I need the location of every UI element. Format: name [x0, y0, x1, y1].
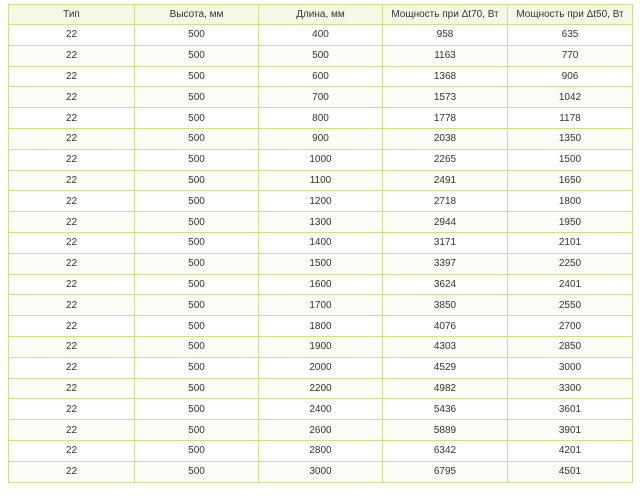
cell-length: 800	[259, 108, 383, 129]
table-row	[9, 66, 633, 87]
header-length: Длина, мм	[259, 5, 383, 25]
cell-length: 3000	[259, 461, 383, 482]
cell-length: 1300	[259, 212, 383, 233]
cell-type: 22	[9, 66, 135, 87]
cell-height: 500	[135, 87, 259, 108]
table-header	[9, 5, 633, 25]
cell-power-dt70: 3171	[383, 232, 508, 253]
radiator-specs-table	[8, 4, 633, 483]
cell-height: 500	[135, 45, 259, 66]
cell-type: 22	[9, 232, 135, 253]
table-row	[9, 87, 633, 108]
cell-power-dt70: 2944	[383, 212, 508, 233]
cell-power-dt50: 770	[508, 45, 633, 66]
cell-height: 500	[135, 253, 259, 274]
cell-power-dt70: 5889	[383, 420, 508, 441]
cell-power-dt50: 3901	[508, 420, 633, 441]
cell-power-dt50: 2250	[508, 253, 633, 274]
cell-power-dt50: 906	[508, 66, 633, 87]
table-row	[9, 461, 633, 482]
cell-power-dt70: 2038	[383, 128, 508, 149]
cell-length: 2800	[259, 440, 383, 461]
table-row	[9, 25, 633, 46]
cell-type: 22	[9, 316, 135, 337]
cell-height: 500	[135, 461, 259, 482]
cell-power-dt50: 2550	[508, 295, 633, 316]
table-row	[9, 336, 633, 357]
cell-length: 2200	[259, 378, 383, 399]
cell-power-dt70: 1778	[383, 108, 508, 129]
table-row	[9, 440, 633, 461]
table-row	[9, 316, 633, 337]
cell-power-dt70: 6342	[383, 440, 508, 461]
table-row	[9, 378, 633, 399]
cell-power-dt70: 3624	[383, 274, 508, 295]
cell-length: 400	[259, 25, 383, 46]
cell-type: 22	[9, 274, 135, 295]
table-row	[9, 274, 633, 295]
cell-length: 1800	[259, 316, 383, 337]
cell-type: 22	[9, 191, 135, 212]
cell-height: 500	[135, 66, 259, 87]
cell-power-dt70: 2491	[383, 170, 508, 191]
cell-height: 500	[135, 212, 259, 233]
cell-height: 500	[135, 399, 259, 420]
cell-length: 1900	[259, 336, 383, 357]
cell-type: 22	[9, 45, 135, 66]
cell-power-dt50: 2700	[508, 316, 633, 337]
specs-table-container	[8, 4, 632, 483]
cell-length: 1600	[259, 274, 383, 295]
cell-height: 500	[135, 191, 259, 212]
header-power-dt50: Мощность при Δt50, Вт	[508, 5, 633, 25]
cell-type: 22	[9, 253, 135, 274]
cell-power-dt70: 4303	[383, 336, 508, 357]
header-type: Тип	[9, 5, 135, 25]
cell-power-dt70: 1573	[383, 87, 508, 108]
cell-height: 500	[135, 274, 259, 295]
cell-type: 22	[9, 25, 135, 46]
cell-power-dt50: 2850	[508, 336, 633, 357]
cell-power-dt70: 958	[383, 25, 508, 46]
cell-height: 500	[135, 108, 259, 129]
cell-power-dt50: 3300	[508, 378, 633, 399]
table-row	[9, 45, 633, 66]
cell-power-dt50: 1500	[508, 149, 633, 170]
cell-power-dt70: 6795	[383, 461, 508, 482]
cell-power-dt50: 3601	[508, 399, 633, 420]
cell-height: 500	[135, 316, 259, 337]
cell-height: 500	[135, 440, 259, 461]
table-row	[9, 170, 633, 191]
cell-type: 22	[9, 378, 135, 399]
cell-power-dt50: 1350	[508, 128, 633, 149]
cell-power-dt70: 3397	[383, 253, 508, 274]
cell-power-dt70: 4529	[383, 357, 508, 378]
cell-height: 500	[135, 336, 259, 357]
header-row	[9, 5, 633, 25]
cell-power-dt70: 4982	[383, 378, 508, 399]
cell-power-dt50: 2101	[508, 232, 633, 253]
table-row	[9, 212, 633, 233]
cell-type: 22	[9, 149, 135, 170]
cell-length: 1100	[259, 170, 383, 191]
cell-power-dt70: 4076	[383, 316, 508, 337]
cell-power-dt50: 1950	[508, 212, 633, 233]
cell-type: 22	[9, 295, 135, 316]
cell-power-dt50: 1800	[508, 191, 633, 212]
table-row	[9, 357, 633, 378]
cell-length: 1000	[259, 149, 383, 170]
cell-length: 2400	[259, 399, 383, 420]
cell-length: 1400	[259, 232, 383, 253]
cell-type: 22	[9, 440, 135, 461]
cell-power-dt50: 4501	[508, 461, 633, 482]
cell-height: 500	[135, 295, 259, 316]
cell-type: 22	[9, 336, 135, 357]
cell-power-dt50: 1042	[508, 87, 633, 108]
table-row	[9, 420, 633, 441]
table-row	[9, 128, 633, 149]
cell-height: 500	[135, 378, 259, 399]
cell-type: 22	[9, 108, 135, 129]
cell-length: 700	[259, 87, 383, 108]
table-row	[9, 191, 633, 212]
cell-type: 22	[9, 170, 135, 191]
cell-height: 500	[135, 128, 259, 149]
cell-length: 1700	[259, 295, 383, 316]
cell-power-dt50: 4201	[508, 440, 633, 461]
cell-length: 500	[259, 45, 383, 66]
table-row	[9, 108, 633, 129]
cell-height: 500	[135, 420, 259, 441]
cell-length: 1500	[259, 253, 383, 274]
cell-type: 22	[9, 399, 135, 420]
cell-power-dt70: 2265	[383, 149, 508, 170]
cell-power-dt70: 1368	[383, 66, 508, 87]
cell-power-dt70: 3850	[383, 295, 508, 316]
cell-type: 22	[9, 212, 135, 233]
cell-type: 22	[9, 87, 135, 108]
cell-length: 600	[259, 66, 383, 87]
cell-length: 2000	[259, 357, 383, 378]
cell-power-dt70: 1163	[383, 45, 508, 66]
table-row	[9, 253, 633, 274]
table-row	[9, 232, 633, 253]
cell-power-dt70: 5436	[383, 399, 508, 420]
header-power-dt70: Мощность при Δt70, Вт	[383, 5, 508, 25]
cell-type: 22	[9, 420, 135, 441]
cell-power-dt50: 3000	[508, 357, 633, 378]
header-height: Высота, мм	[135, 5, 259, 25]
cell-type: 22	[9, 461, 135, 482]
cell-length: 2600	[259, 420, 383, 441]
cell-power-dt50: 635	[508, 25, 633, 46]
cell-height: 500	[135, 357, 259, 378]
cell-length: 1200	[259, 191, 383, 212]
table-row	[9, 295, 633, 316]
cell-power-dt70: 2718	[383, 191, 508, 212]
table-row	[9, 399, 633, 420]
cell-power-dt50: 1650	[508, 170, 633, 191]
cell-length: 900	[259, 128, 383, 149]
cell-type: 22	[9, 128, 135, 149]
cell-height: 500	[135, 232, 259, 253]
cell-power-dt50: 1178	[508, 108, 633, 129]
table-body	[9, 25, 633, 483]
cell-height: 500	[135, 25, 259, 46]
table-row	[9, 149, 633, 170]
cell-power-dt50: 2401	[508, 274, 633, 295]
cell-type: 22	[9, 357, 135, 378]
cell-height: 500	[135, 149, 259, 170]
cell-height: 500	[135, 170, 259, 191]
